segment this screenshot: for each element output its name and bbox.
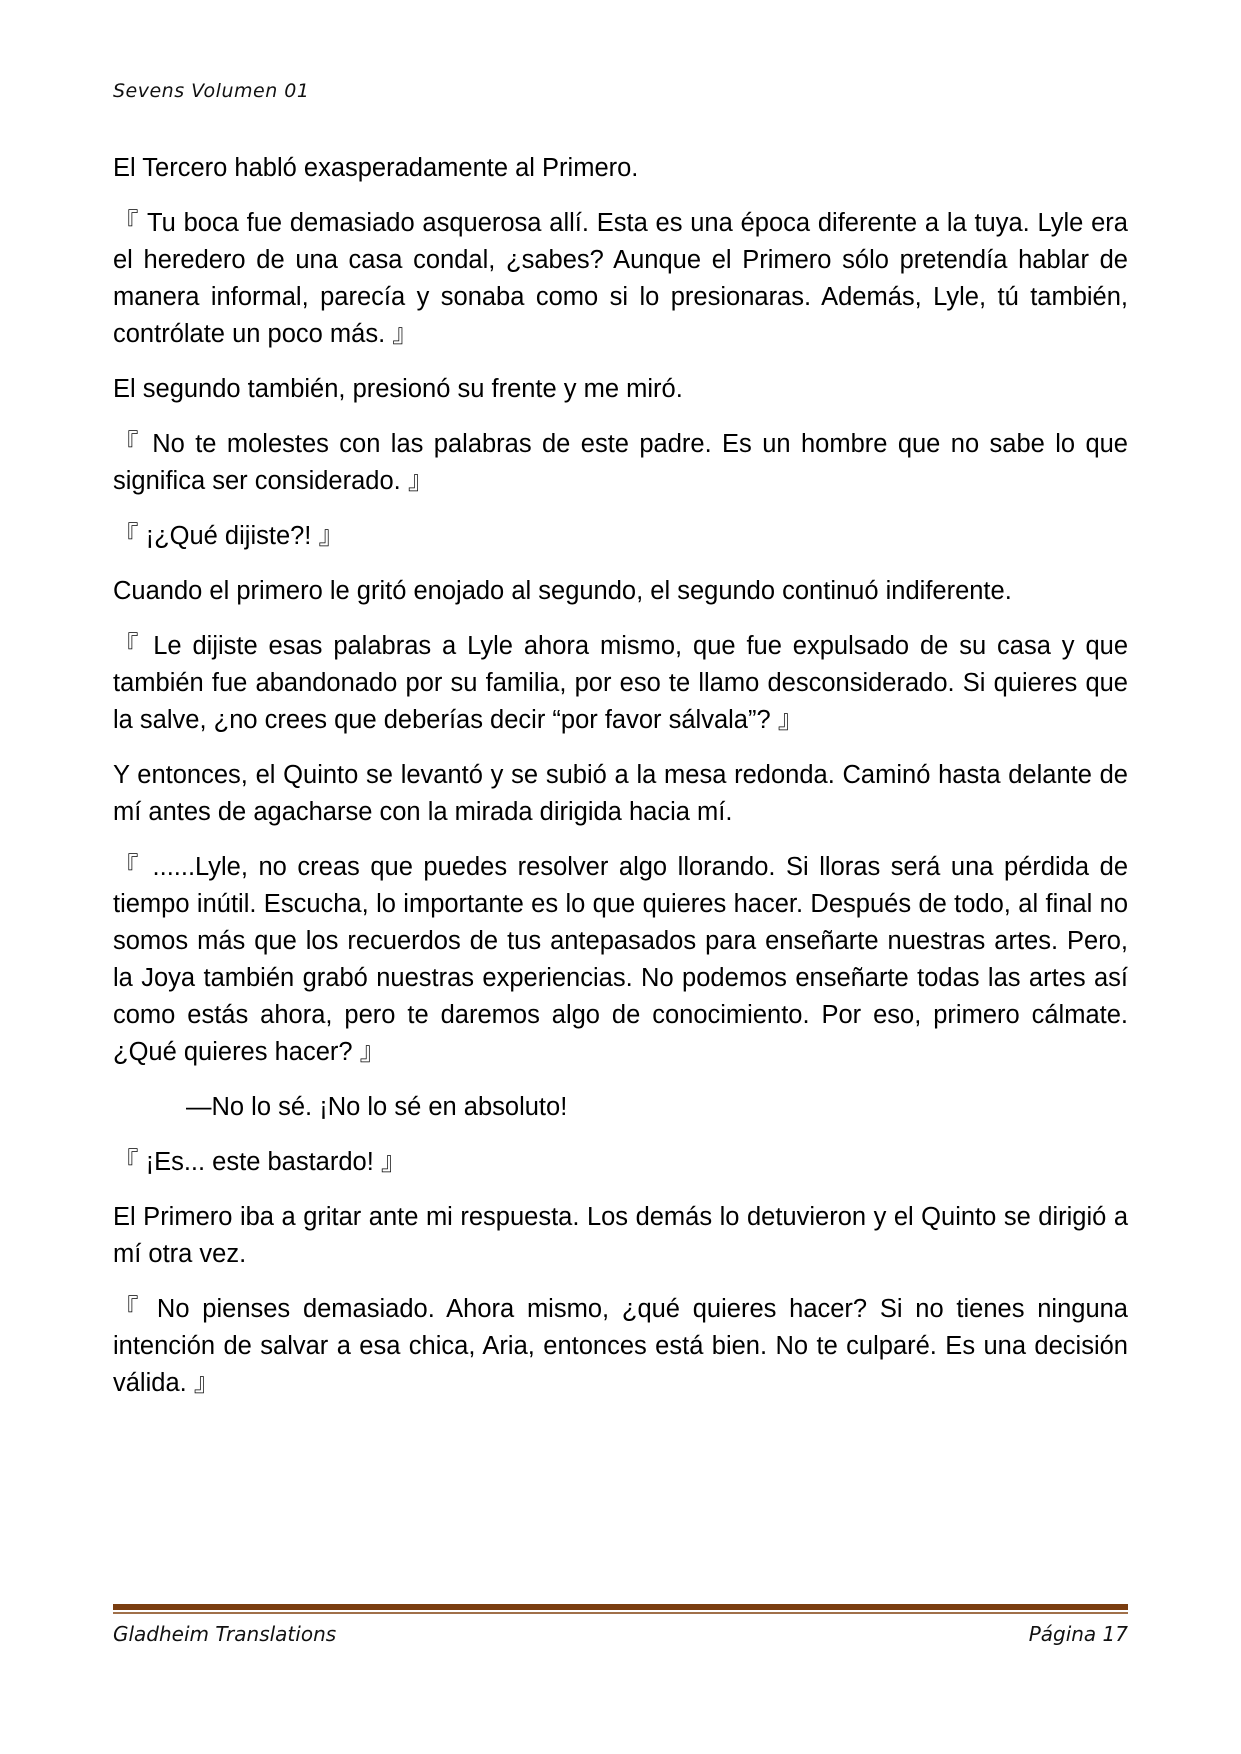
running-header: Sevens Volumen 01: [113, 80, 310, 102]
paragraph: El segundo también, presionó su frente y me miró.: [113, 375, 683, 403]
page-number: Página 17: [1028, 1622, 1128, 1646]
footer-rule-thin: [113, 1612, 1128, 1614]
page-body: [113, 150, 1128, 1420]
paragraph: 『 No pienses demasiado. Ahora mismo, ¿qué quieres hacer? Si no tienes ninguna intención de salvar a esa chica, Aria, entonces está bien. No te culparé. Es una decisión válida. 』: [113, 1295, 1128, 1397]
paragraph: 『 Tu boca fue demasiado asquerosa allí. Esta es una época diferente a la tuya. Lyle era el heredero de una casa condal, ¿sabes? Aunque el Primero sólo pretendía hablar de manera informal, parecía y sonaba como si lo presionaras. Además, Lyle, tú también, contrólate un poco más. 』: [113, 209, 1128, 348]
footer-rule: [113, 1604, 1128, 1610]
paragraph: El Tercero habló exasperadamente al Primero.: [113, 154, 639, 182]
paragraph: 『 ......Lyle, no creas que puedes resolver algo llorando. Si lloras será una pérdida de tiempo inútil. Escucha, lo importante es lo que quieres hacer. Después de todo, al final no somos más que los recuerdos de tus antepasados para enseñarte nuestras artes. Pero, la Joya también grabó nuestras experiencias. No podemos enseñarte todas las artes así como estás ahora, pero te daremos algo de conocimiento. Por eso, primero cálmate. ¿Qué quieres hacer? 』: [113, 853, 1128, 1066]
paragraph: 『 Le dijiste esas palabras a Lyle ahora mismo, que fue expulsado de su casa y que también fue abandonado por su familia, por eso te llamo desconsiderado. Si quieres que la salve, ¿no crees que deberías decir “por favor sálvala”? 』: [113, 632, 1128, 734]
paragraph: Cuando el primero le gritó enojado al segundo, el segundo continuó indiferente.: [113, 577, 1012, 605]
paragraph: 『 ¡¿Qué dijiste?! 』: [113, 522, 344, 550]
paragraph: 『 No te molestes con las palabras de este padre. Es un hombre que no sabe lo que significa ser considerado. 』: [113, 430, 1128, 495]
paragraph: 『 ¡Es... este bastardo! 』: [113, 1148, 407, 1176]
paragraph: —No lo sé. ¡No lo sé en absoluto!: [186, 1093, 568, 1121]
footer-publisher: Gladheim Translations: [113, 1622, 337, 1646]
paragraph: El Primero iba a gritar ante mi respuesta. Los demás lo detuvieron y el Quinto se dirigió a mí otra vez.: [113, 1203, 1128, 1268]
paragraph: Y entonces, el Quinto se levantó y se subió a la mesa redonda. Caminó hasta delante de mí antes de agacharse con la mirada dirigida hacia mí.: [113, 761, 1128, 826]
